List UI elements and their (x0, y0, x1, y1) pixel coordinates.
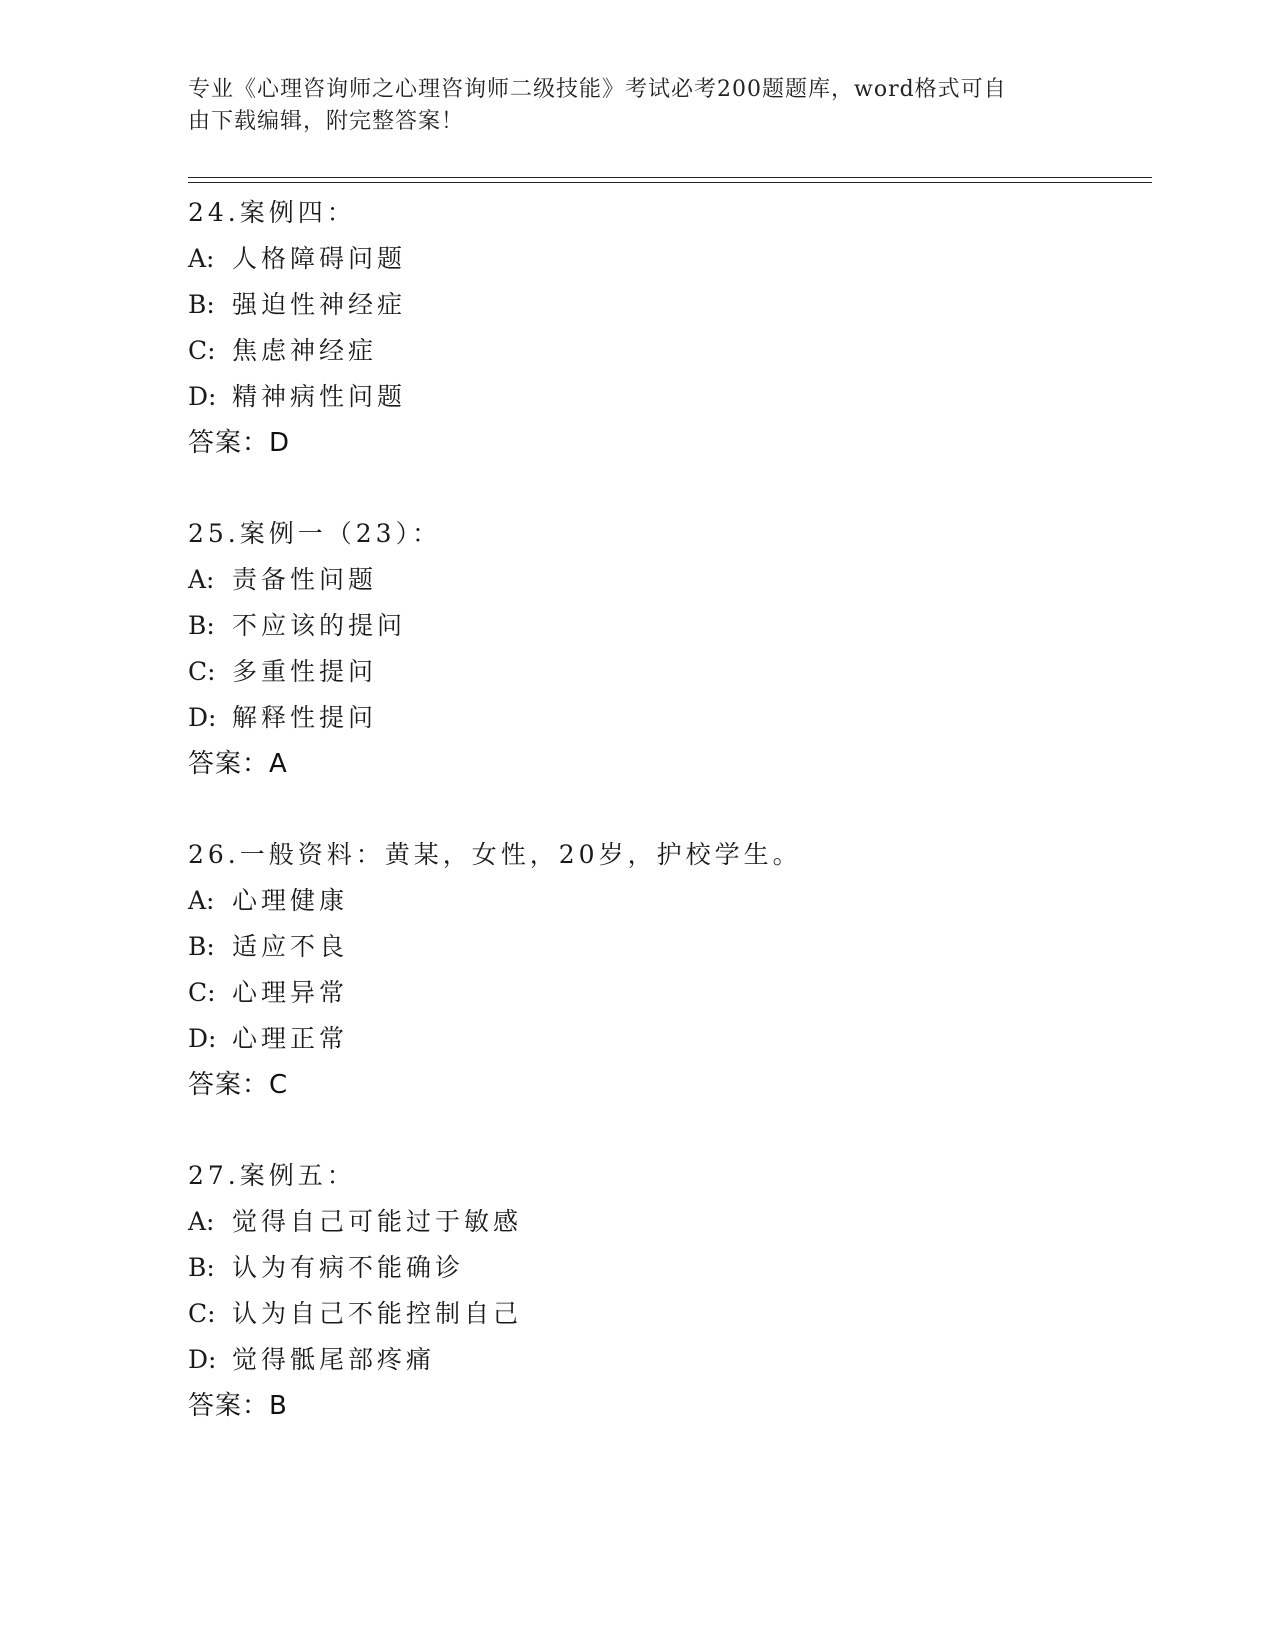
option-letter: D: (188, 1345, 217, 1374)
option-text: 心理正常 (232, 1024, 349, 1053)
option-a (188, 878, 1148, 924)
answer-line: 答案：B (188, 1391, 288, 1421)
option-c (188, 1291, 1148, 1337)
question-stem: 24.案例四： (188, 198, 356, 227)
option-letter: B: (188, 1253, 215, 1282)
question-list (188, 190, 1148, 1474)
question-25 (188, 511, 1148, 787)
option-text: 觉得自己可能过于敏感 (232, 1207, 523, 1236)
option-d (188, 1337, 1148, 1383)
question-26 (188, 832, 1148, 1108)
option-c (188, 649, 1148, 695)
answer-line: 答案：C (188, 1070, 289, 1100)
option-text: 精神病性问题 (232, 382, 407, 411)
option-text: 强迫性神经症 (232, 290, 407, 319)
option-letter: A: (188, 244, 215, 273)
option-b (188, 282, 1148, 328)
option-text: 焦虑神经症 (232, 336, 378, 365)
question-stem: 26.一般资料：黄某，女性，20岁，护校学生。 (188, 840, 802, 869)
option-text: 人格障碍问题 (232, 244, 407, 273)
option-letter: A: (188, 565, 215, 594)
option-letter: C: (188, 1299, 216, 1328)
option-c (188, 328, 1148, 374)
option-letter: D: (188, 382, 217, 411)
option-d (188, 374, 1148, 420)
header-divider-top (188, 177, 1152, 178)
question-27 (188, 1153, 1148, 1429)
header-line-1: 专业《心理咨询师之心理咨询师二级技能》考试必考200题题库，word格式可自 (188, 77, 1007, 102)
header-line-2: 由下载编辑，附完整答案！ (188, 109, 465, 134)
option-letter: B: (188, 611, 215, 640)
option-b (188, 924, 1148, 970)
option-text: 心理异常 (232, 978, 349, 1007)
option-d (188, 1016, 1148, 1062)
question-stem: 27.案例五： (188, 1161, 356, 1190)
option-c (188, 970, 1148, 1016)
option-letter: A: (188, 886, 215, 915)
header-divider-bottom (188, 182, 1152, 183)
option-a (188, 236, 1148, 282)
option-letter: B: (188, 932, 215, 961)
document-header (188, 74, 1068, 138)
option-letter: C: (188, 657, 216, 686)
option-a (188, 557, 1148, 603)
option-a (188, 1199, 1148, 1245)
option-text: 多重性提问 (232, 657, 378, 686)
option-text: 心理健康 (232, 886, 349, 915)
option-text: 觉得骶尾部疼痛 (232, 1345, 436, 1374)
option-b (188, 1245, 1148, 1291)
option-d (188, 695, 1148, 741)
option-text: 不应该的提问 (232, 611, 407, 640)
option-letter: C: (188, 336, 216, 365)
option-text: 适应不良 (232, 932, 349, 961)
option-letter: D: (188, 703, 217, 732)
option-letter: C: (188, 978, 216, 1007)
option-text: 认为自己不能控制自己 (232, 1299, 523, 1328)
option-text: 解释性提问 (232, 703, 378, 732)
question-stem: 25.案例一（23）： (188, 519, 442, 548)
option-text: 责备性问题 (232, 565, 378, 594)
option-text: 认为有病不能确诊 (232, 1253, 465, 1282)
option-letter: D: (188, 1024, 217, 1053)
answer-line: 答案：A (188, 749, 288, 779)
answer-line: 答案：D (188, 428, 291, 458)
option-letter: A: (188, 1207, 215, 1236)
option-b (188, 603, 1148, 649)
option-letter: B: (188, 290, 215, 319)
question-24 (188, 190, 1148, 466)
